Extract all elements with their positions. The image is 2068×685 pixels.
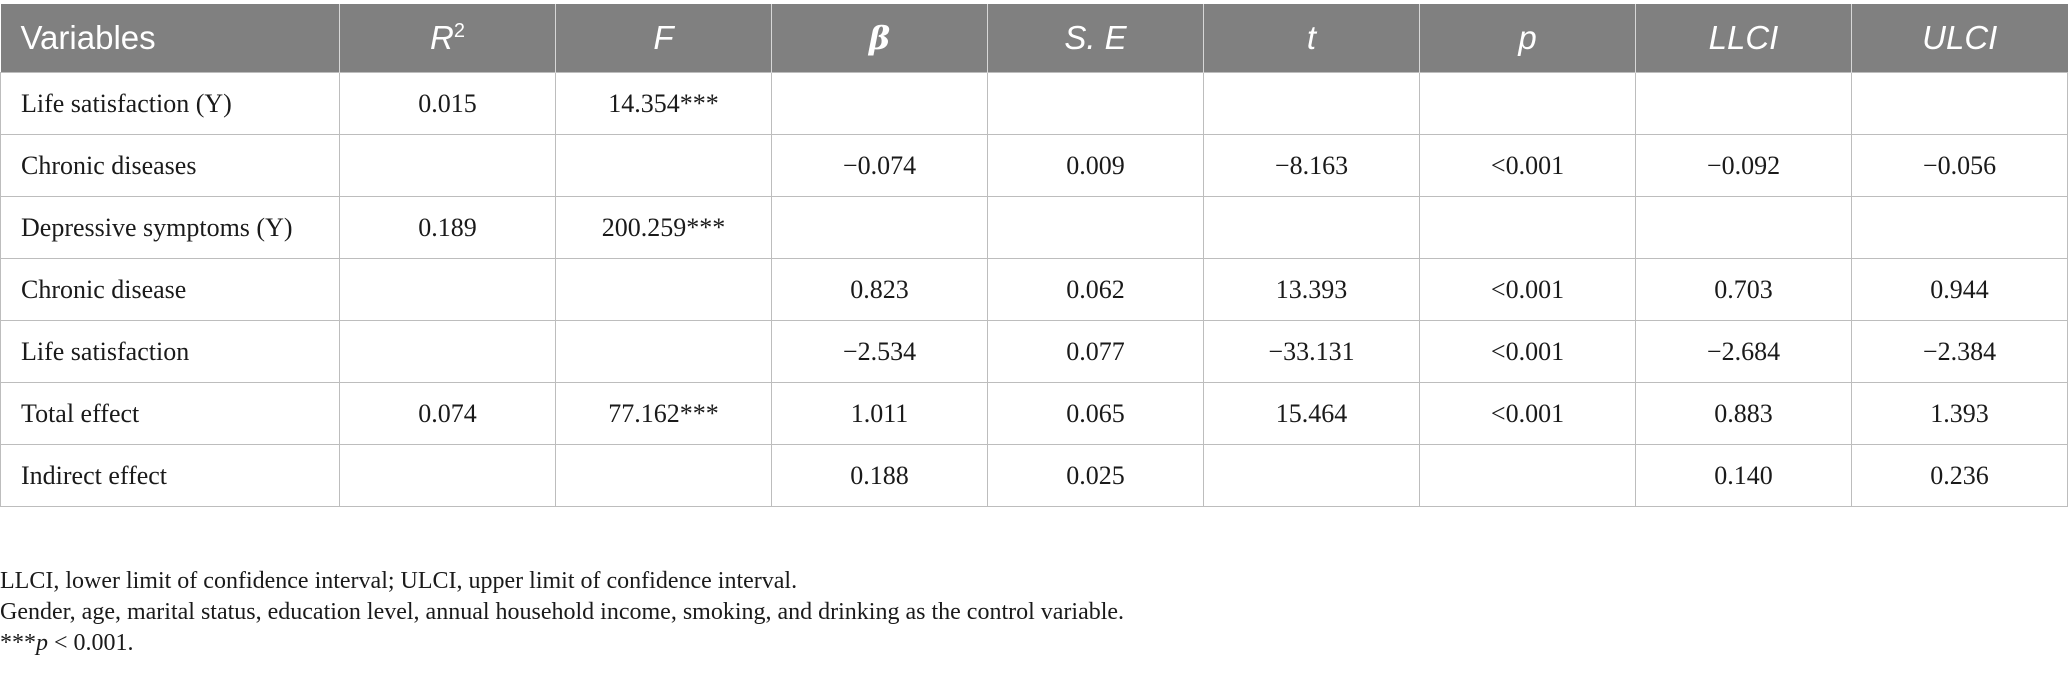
cell-f — [556, 445, 772, 507]
row-label: Total effect — [1, 383, 340, 445]
cell-beta: −2.534 — [772, 321, 988, 383]
row-label: Life satisfaction (Y) — [1, 73, 340, 135]
header-se: S. E — [988, 4, 1204, 73]
table-row — [1, 259, 2068, 321]
cell-beta: −0.074 — [772, 135, 988, 197]
cell-r2 — [340, 259, 556, 321]
mediation-regression-table — [0, 4, 2068, 507]
cell-llci: 0.703 — [1636, 259, 1852, 321]
cell-ulci: −0.056 — [1852, 135, 2068, 197]
cell-r2: 0.015 — [340, 73, 556, 135]
cell-p — [1420, 197, 1636, 259]
cell-ulci: 1.393 — [1852, 383, 2068, 445]
header-variables: Variables — [1, 4, 340, 73]
cell-p — [1420, 445, 1636, 507]
cell-se — [988, 197, 1204, 259]
cell-t: 13.393 — [1204, 259, 1420, 321]
row-label: Life satisfaction — [1, 321, 340, 383]
cell-se: 0.062 — [988, 259, 1204, 321]
cell-llci: 0.140 — [1636, 445, 1852, 507]
footnote-abbreviations: LLCI, lower limit of confidence interval; ULCI, upper limit of confidence interval. — [0, 568, 798, 594]
row-label: Chronic disease — [1, 259, 340, 321]
table-row — [1, 73, 2068, 135]
cell-t: −8.163 — [1204, 135, 1420, 197]
cell-f: 200.259*** — [556, 197, 772, 259]
cell-se: 0.009 — [988, 135, 1204, 197]
cell-p: <0.001 — [1420, 321, 1636, 383]
cell-ulci: −2.384 — [1852, 321, 2068, 383]
row-label: Chronic diseases — [1, 135, 340, 197]
header-llci: LLCI — [1636, 4, 1852, 73]
cell-beta: 0.823 — [772, 259, 988, 321]
cell-f: 77.162*** — [556, 383, 772, 445]
cell-beta — [772, 197, 988, 259]
cell-ulci — [1852, 73, 2068, 135]
cell-p: <0.001 — [1420, 135, 1636, 197]
cell-t — [1204, 197, 1420, 259]
cell-llci: −2.684 — [1636, 321, 1852, 383]
significance-p: p — [36, 630, 48, 656]
table-row — [1, 135, 2068, 197]
cell-r2: 0.189 — [340, 197, 556, 259]
cell-se: 0.077 — [988, 321, 1204, 383]
cell-llci: −0.092 — [1636, 135, 1852, 197]
table-footnotes — [0, 566, 1124, 659]
cell-beta — [772, 73, 988, 135]
cell-llci: 0.883 — [1636, 383, 1852, 445]
cell-f — [556, 321, 772, 383]
table-row — [1, 321, 2068, 383]
cell-se: 0.025 — [988, 445, 1204, 507]
regression-table-container — [0, 4, 2068, 507]
cell-r2: 0.074 — [340, 383, 556, 445]
cell-se — [988, 73, 1204, 135]
cell-p: <0.001 — [1420, 383, 1636, 445]
cell-p — [1420, 73, 1636, 135]
footnote-controls: Gender, age, marital status, education level, annual household income, smoking, and drinking as the control variable. — [0, 599, 1125, 625]
footnote-significance — [0, 628, 1124, 659]
cell-t: −33.131 — [1204, 321, 1420, 383]
cell-t — [1204, 73, 1420, 135]
header-p: p — [1420, 4, 1636, 73]
table-row — [1, 197, 2068, 259]
cell-llci — [1636, 197, 1852, 259]
cell-beta: 1.011 — [772, 383, 988, 445]
table-row — [1, 445, 2068, 507]
row-label: Depressive symptoms (Y) — [1, 197, 340, 259]
cell-ulci: 0.236 — [1852, 445, 2068, 507]
table-row — [1, 383, 2068, 445]
header-row — [1, 4, 2068, 73]
row-label: Indirect effect — [1, 445, 340, 507]
cell-t: 15.464 — [1204, 383, 1420, 445]
cell-f — [556, 259, 772, 321]
cell-r2 — [340, 135, 556, 197]
header-beta: β — [772, 4, 988, 73]
header-r-squared: $R^2$ — [340, 4, 556, 73]
cell-ulci — [1852, 197, 2068, 259]
header-ulci: ULCI — [1852, 4, 2068, 73]
cell-r2 — [340, 445, 556, 507]
header-f: F — [556, 4, 772, 73]
cell-beta: 0.188 — [772, 445, 988, 507]
cell-se: 0.065 — [988, 383, 1204, 445]
cell-f — [556, 135, 772, 197]
header-t: t — [1204, 4, 1420, 73]
cell-t — [1204, 445, 1420, 507]
cell-p: <0.001 — [1420, 259, 1636, 321]
cell-r2 — [340, 321, 556, 383]
significance-threshold: < 0.001. — [48, 630, 134, 656]
cell-ulci: 0.944 — [1852, 259, 2068, 321]
cell-f: 14.354*** — [556, 73, 772, 135]
significance-stars: *** — [0, 630, 36, 656]
cell-llci — [1636, 73, 1852, 135]
